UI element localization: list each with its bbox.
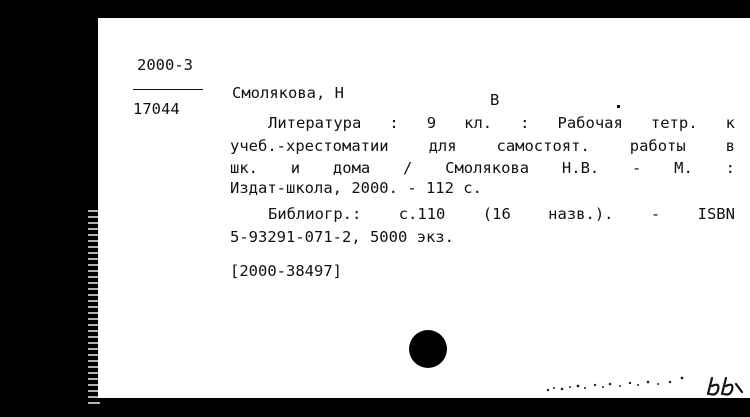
- author-marker: В: [490, 91, 500, 109]
- call-number-rule: [133, 89, 203, 90]
- word: ISBN: [697, 205, 735, 223]
- author-heading: Смолякова, Н: [232, 84, 344, 102]
- word: 9: [426, 114, 437, 132]
- notes-line: [268, 207, 735, 223]
- call-code: 2000-3: [137, 56, 193, 74]
- word: назв.).: [548, 205, 614, 223]
- title-line-2: [230, 139, 735, 155]
- punch-hole: [409, 330, 447, 368]
- word: Рабочая: [557, 114, 623, 132]
- word: в: [725, 137, 735, 155]
- word: Н.В.: [561, 159, 600, 177]
- isbn-line: 5-93291-071-2, 5000 экз.: [230, 228, 454, 246]
- word: Смолякова: [445, 159, 530, 177]
- word: -: [632, 159, 642, 177]
- word: :: [520, 114, 530, 132]
- word: работы: [629, 137, 686, 155]
- word: и: [290, 159, 301, 177]
- word: учеб.-хрестоматии: [230, 137, 389, 155]
- word: тетр.: [650, 114, 698, 132]
- word: (16: [482, 205, 511, 223]
- word: Литература: [268, 114, 362, 132]
- word: к: [725, 114, 735, 132]
- word: :: [725, 159, 735, 177]
- accession-number: [2000-38497]: [230, 262, 342, 280]
- word: :: [389, 114, 399, 132]
- word: дома: [332, 159, 371, 177]
- stray-dot: [617, 105, 620, 108]
- word: с.110: [398, 205, 446, 223]
- call-number: 17044: [133, 100, 180, 118]
- handwritten-mark-icon: [540, 370, 750, 402]
- word: -: [650, 205, 661, 223]
- word: самостоят.: [496, 137, 590, 155]
- word: М.: [674, 159, 693, 177]
- word: Библиогр.:: [268, 205, 362, 223]
- word: кл.: [464, 114, 493, 132]
- title-line-1: [268, 116, 735, 132]
- word: /: [403, 159, 413, 177]
- title-line-3: [230, 161, 735, 177]
- word: шк.: [230, 159, 258, 177]
- word: для: [428, 137, 457, 155]
- imprint-line: Издат-школа, 2000. - 112 с.: [230, 179, 482, 197]
